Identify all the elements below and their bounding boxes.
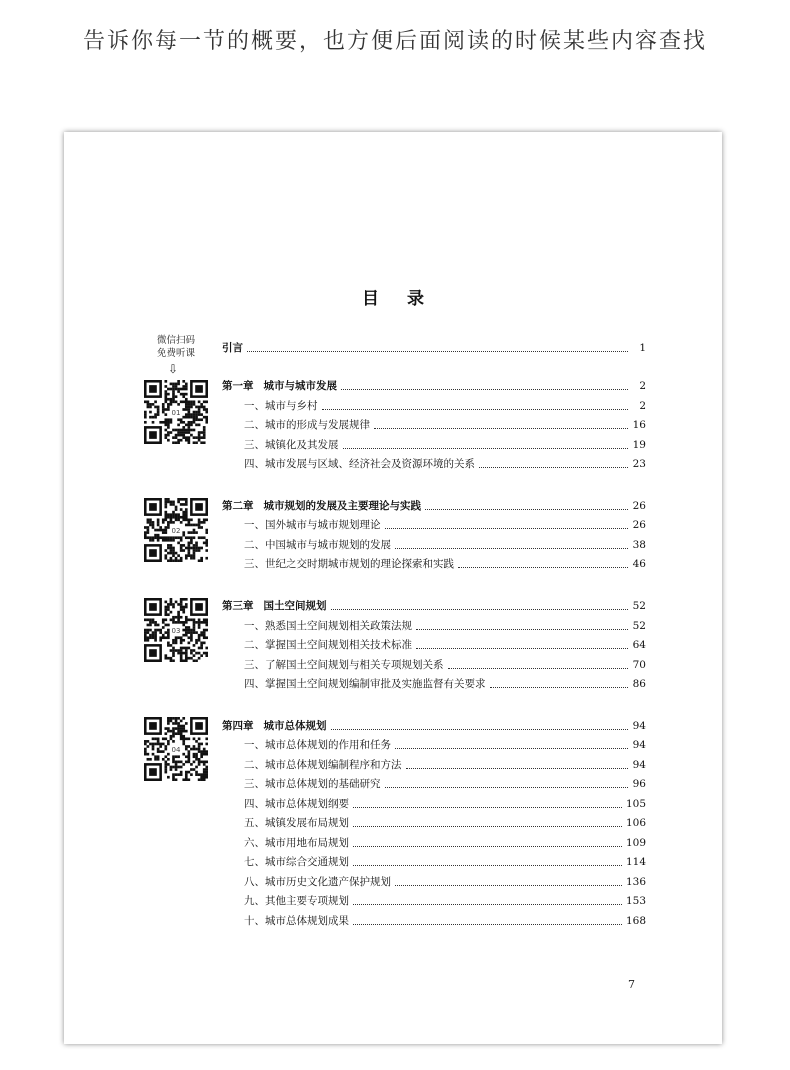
banner-caption: 告诉你每一节的概要，也方便后面阅读的时候某些内容查找 — [82, 29, 707, 54]
leader-dots — [395, 748, 628, 749]
leader-dots — [331, 609, 629, 610]
section-page: 105 — [625, 798, 646, 810]
toc-section[interactable] — [222, 737, 646, 756]
section-label: 三、了解国土空间规划与相关专项规划关系 — [244, 659, 444, 671]
toc-section[interactable] — [222, 417, 646, 436]
scan-label-line2: 免费听课 — [156, 348, 195, 359]
qr-code-label: 01 — [171, 409, 181, 417]
leader-dots — [341, 389, 628, 390]
section-label: 二、城市总体规划编制程序和方法 — [244, 759, 402, 771]
section-page: 2 — [639, 400, 646, 412]
chapter-number: 第三章 — [222, 600, 254, 612]
chapter-title: 城市总体规划 — [263, 720, 327, 732]
leader-dots — [425, 509, 628, 510]
leader-dots — [343, 448, 629, 449]
leader-dots — [353, 807, 622, 808]
toc-chapter-3[interactable] — [222, 598, 646, 617]
chapter-number: 第一章 — [222, 380, 254, 392]
leader-dots — [406, 768, 629, 769]
toc-section[interactable] — [222, 437, 646, 456]
section-page: 136 — [625, 876, 646, 888]
leader-dots — [322, 409, 629, 410]
toc-section[interactable] — [222, 776, 646, 795]
section-page: 109 — [625, 837, 646, 849]
section-page: 26 — [632, 519, 646, 531]
section-label: 十、城市总体规划成果 — [244, 915, 349, 927]
chapter-number: 第四章 — [222, 720, 254, 732]
down-arrow-icon: ⇩ — [168, 362, 179, 376]
chapter-page: 2 — [639, 380, 646, 392]
toc-entry-label: 引言 — [222, 342, 243, 354]
toc-section[interactable] — [222, 657, 646, 676]
leader-dots — [416, 648, 628, 649]
section-page: 153 — [625, 895, 646, 907]
chapter-title: 城市与城市发展 — [263, 380, 337, 392]
leader-dots — [353, 826, 622, 827]
chapter-page: 26 — [632, 500, 646, 512]
page-number: 7 — [628, 978, 635, 991]
section-page: 38 — [632, 539, 646, 551]
qr-code-chapter-3[interactable] — [144, 598, 208, 662]
section-page: 106 — [625, 817, 646, 829]
section-label: 三、城镇化及其发展 — [244, 439, 339, 451]
section-label: 一、城市总体规划的作用和任务 — [244, 739, 391, 751]
section-page: 46 — [632, 558, 646, 570]
leader-dots — [385, 787, 629, 788]
toc-section[interactable] — [222, 913, 646, 932]
toc-section[interactable] — [222, 676, 646, 695]
leader-dots — [374, 428, 628, 429]
leader-dots — [331, 729, 629, 730]
leader-dots — [490, 687, 629, 688]
section-label: 九、其他主要专项规划 — [244, 895, 349, 907]
leader-dots — [385, 528, 629, 529]
leader-dots — [458, 567, 628, 568]
toc-section[interactable] — [222, 618, 646, 637]
qr-code-label: 02 — [171, 527, 181, 535]
leader-dots — [353, 865, 622, 866]
toc-section[interactable] — [222, 398, 646, 417]
section-page: 94 — [632, 739, 646, 751]
leader-dots — [395, 548, 628, 549]
leader-dots — [353, 924, 622, 925]
section-label: 一、国外城市与城市规划理论 — [244, 519, 381, 531]
toc-section[interactable] — [222, 815, 646, 834]
toc-section[interactable] — [222, 874, 646, 893]
section-page: 23 — [632, 458, 646, 470]
leader-dots — [479, 467, 628, 468]
toc-section[interactable] — [222, 637, 646, 656]
section-label: 四、城市发展与区域、经济社会及资源环境的关系 — [244, 458, 475, 470]
section-page: 168 — [625, 915, 646, 927]
section-label: 四、掌握国土空间规划编制审批及实施监督有关要求 — [244, 678, 486, 690]
qr-code-label: 04 — [171, 746, 181, 754]
leader-dots — [448, 668, 629, 669]
scan-label — [146, 334, 206, 360]
leader-dots — [247, 351, 628, 352]
toc-section[interactable] — [222, 854, 646, 873]
section-label: 七、城市综合交通规划 — [244, 856, 349, 868]
toc-chapter-1[interactable] — [222, 378, 646, 397]
section-page: 70 — [632, 659, 646, 671]
leader-dots — [353, 904, 622, 905]
chapter-number: 第二章 — [222, 500, 254, 512]
scan-label-line1: 微信扫码 — [156, 335, 195, 346]
chapter-page: 52 — [632, 600, 646, 612]
section-page: 52 — [632, 620, 646, 632]
qr-code-chapter-1[interactable] — [144, 380, 208, 444]
leader-dots — [416, 629, 628, 630]
chapter-page: 94 — [632, 720, 646, 732]
section-label: 二、中国城市与城市规划的发展 — [244, 539, 391, 551]
toc-entry-page: 1 — [639, 342, 646, 354]
section-page: 16 — [632, 419, 646, 431]
section-page: 96 — [632, 778, 646, 790]
qr-code-chapter-4[interactable] — [144, 717, 208, 781]
toc-section[interactable] — [222, 835, 646, 854]
book-page — [64, 132, 722, 1044]
section-page: 114 — [625, 856, 646, 868]
toc-section[interactable] — [222, 456, 646, 475]
section-label: 三、世纪之交时期城市规划的理论探索和实践 — [244, 558, 454, 570]
toc-section[interactable] — [222, 556, 646, 575]
toc-section[interactable] — [222, 537, 646, 556]
toc-section[interactable] — [222, 757, 646, 776]
section-label: 五、城镇发展布局规划 — [244, 817, 349, 829]
section-label: 二、城市的形成与发展规律 — [244, 419, 370, 431]
section-page: 64 — [632, 639, 646, 651]
toc-section[interactable] — [222, 893, 646, 912]
chapter-title: 国土空间规划 — [263, 600, 327, 612]
qr-code-icon — [144, 598, 208, 662]
toc-entry-intro[interactable] — [222, 340, 646, 359]
toc-section[interactable] — [222, 517, 646, 536]
section-label: 八、城市历史文化遗产保护规划 — [244, 876, 391, 888]
toc-chapter-2[interactable] — [222, 498, 646, 517]
qr-code-label: 03 — [171, 627, 181, 635]
section-label: 六、城市用地布局规划 — [244, 837, 349, 849]
section-page: 19 — [632, 439, 646, 451]
leader-dots — [395, 885, 622, 886]
qr-code-chapter-2[interactable] — [144, 498, 208, 562]
qr-code-icon — [144, 380, 208, 444]
section-page: 94 — [632, 759, 646, 771]
leader-dots — [353, 846, 622, 847]
qr-code-icon — [144, 498, 208, 562]
section-label: 二、掌握国土空间规划相关技术标准 — [244, 639, 412, 651]
section-label: 一、熟悉国土空间规划相关政策法规 — [244, 620, 412, 632]
chapter-title: 城市规划的发展及主要理论与实践 — [263, 500, 421, 512]
section-page: 86 — [632, 678, 646, 690]
qr-code-icon — [144, 717, 208, 781]
section-label: 一、城市与乡村 — [244, 400, 318, 412]
section-label: 三、城市总体规划的基础研究 — [244, 778, 381, 790]
toc-chapter-4[interactable] — [222, 718, 646, 737]
toc-title: 目录 — [362, 289, 452, 309]
section-label: 四、城市总体规划纲要 — [244, 798, 349, 810]
toc-section[interactable] — [222, 796, 646, 815]
